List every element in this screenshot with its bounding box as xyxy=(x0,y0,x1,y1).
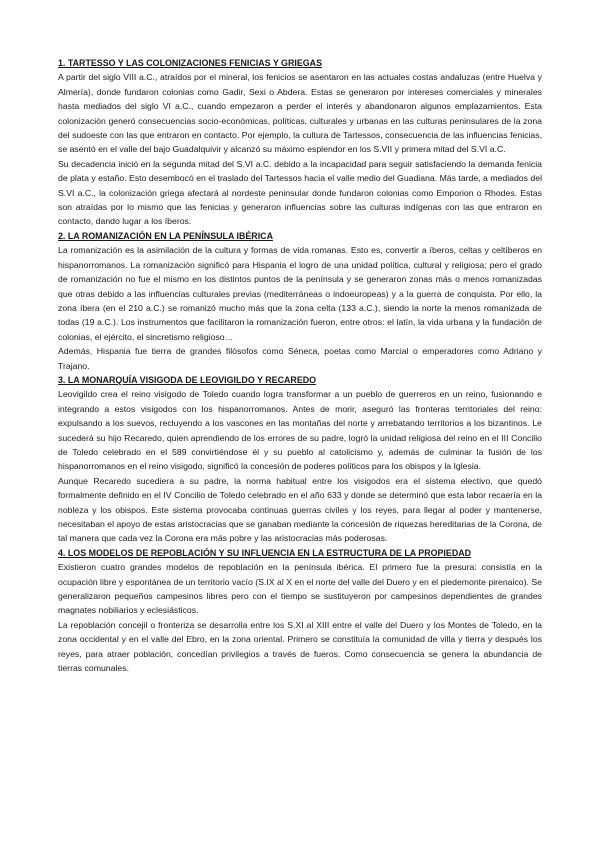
paragraph: Leovigildo crea el reino visigodo de Toledo cuando logra transformar a un pueblo de guerreros en un reino, fusionando e integrando a estos visigodos con los hispanorromanos. Antes de morir, aseguró las fronteras territoriales del reino: expulsando a los suevos, recluyendo a los vascones en las montañas del norte y arrebatando territorios a los bizantinos. Le sucederá su hijo Recaredo, quien aprendiendo de los errores de su padre, logró la unidad religiosa del reino en el III Concilio de Toledo celebrado en el 589 convirtiéndose él y su pueblo al catolicismo y, además de culminar la fusión de los hispanorromanos en el reino visigodo, significó la concesión de poderes políticos para los obispos y la Iglesia. xyxy=(58,389,542,472)
document-page xyxy=(58,56,542,675)
paragraph: Su decadencia inició en la segunda mitad del S.VI a.C. debido a la incapacidad para seguir satisfaciendo la demanda fenicia de plata y estaño. Esto desembocó en el traslado del Tartessos hacia el valle medio del Guadiana. Más tarde, a mediados del S.VI a.C., la colonización griega afectará al nordeste peninsular donde fundaron colonias como Emporion o Rhodes. Estas son atraídas por lo mismo que las fenicias y generaron influencias sobre las culturas indígenas con las que entraron en contacto, dando lugar a los íberos. xyxy=(58,158,542,227)
section-2 xyxy=(58,229,542,373)
paragraph: Existieron cuatro grandes modelos de repoblación en la península ibérica. El primero fue la presura: consistía en la ocupación libre y espontánea de un territorio vacío (S.IX al X en el norte del valle del Duero y en el piedemonte pirenaico). Se generalizaron pequeños campesinos libres pero con el tiempo se sustituyeron por campesinos dependientes de grandes magnates nobiliarios y eclesiásticos. xyxy=(58,562,542,616)
paragraph: A partir del siglo VIII a.C., atraídos por el mineral, los fenicios se asentaron en las actuales costas andaluzas (entre Huelva y Almería), donde fundaron colonias como Gadir, Sexi o Abdera. Estas se generaron por intereses comerciales y minerales hasta mediados del siglo VI a.C., cuando empezaron a perder el interés y abandonaron algunos emplazamientos. Esta colonización generó consecuencias socio-económicas, políticas, culturales y urbanas en las culturas peninsulares de la zona del sudoeste con las que entraron en contacto. Por ejemplo, la cultura de Tartessos, consecuencia de las influencias fenicias, se asentó en el valle del bajo Guadalquivir y alcanzó su máximo esplendor en los S.VII y primera mitad del S.VI a.C. xyxy=(58,72,542,155)
section-3 xyxy=(58,373,542,546)
paragraph: Además, Hispania fue tierra de grandes filósofos como Séneca, poetas como Marcial o emperadores como Adriano y Trajano. xyxy=(58,346,542,371)
section-heading: 1. TARTESSO Y LAS COLONIZACIONES FENICIAS Y GRIEGAS xyxy=(58,58,322,68)
paragraph: La repoblación concejil o fronteriza se desarrolla entre los S.XI al XIII entre el valle del Duero y los Montes de Toledo, en la zona occidental y en el valle del Ebro, en la zona oriental. Primero se constituía la comunidad de villa y tierra y después los reyes, para atraer población, concedían privilegios a través de fueros. Como consecuencia se genera la abundancia de tierras comunales. xyxy=(58,619,542,674)
section-heading: 4. LOS MODELOS DE REPOBLACIÓN Y SU INFLUENCIA EN LA ESTRUCTURA DE LA PROPIEDAD xyxy=(58,547,472,558)
paragraph: Aunque Recaredo sucediera a su padre, la norma habitual entre los visigodos era el sistema electivo, que quedó formalmente definido en el IV Concilio de Toledo celebrado en el año 633 y donde se determinó que esta labor recaería en la nobleza y los obispos. Este sistema provocaba continuas guerras civiles y los reyes, para llegar al poder y mantenerse, necesitaban el apoyo de estas aristocracias que se ganaban mediante la concesión de riquezas hereditarias de la Corona, de tal manera que cada vez la Corona era más pobre y las aristocracias más poderosas. xyxy=(58,475,542,544)
section-1 xyxy=(58,56,542,229)
section-heading: 2. LA ROMANIZACIÓN EN LA PENÍNSULA IBÉRICA xyxy=(58,230,273,241)
paragraph: La romanización es la asimilación de la cultura y formas de vida romanas. Esto es, convertir a íberos, celtas y celtíberos en hispanorromanos. La romanización significó para Hispania el logro de una unidad política, cultural y religiosa; pero el grado de romanización no fue el mismo en los distintos puntos de la península y se generaron zonas más o menos romanizadas que otras debido a las influencias culturales previas (mediterráneas o indoeuropeas) y a la guerra de conquista. Por ello, la zona íbera (en el 210 a.C.) se romanizó mucho más que la zona celta (133 a.C.), siendo la norte la menos romanizada de todas (19 a.C.). Los instrumentos que facilitaron la romanización fueron, entre otros: el latín, la vida urbana y la fundación de colonias, el ejército, el sincretismo religioso… xyxy=(58,245,542,342)
section-heading: 3. LA MONARQUÍA VISIGODA DE LEOVIGILDO Y RECAREDO xyxy=(58,374,317,385)
section-4 xyxy=(58,546,542,676)
